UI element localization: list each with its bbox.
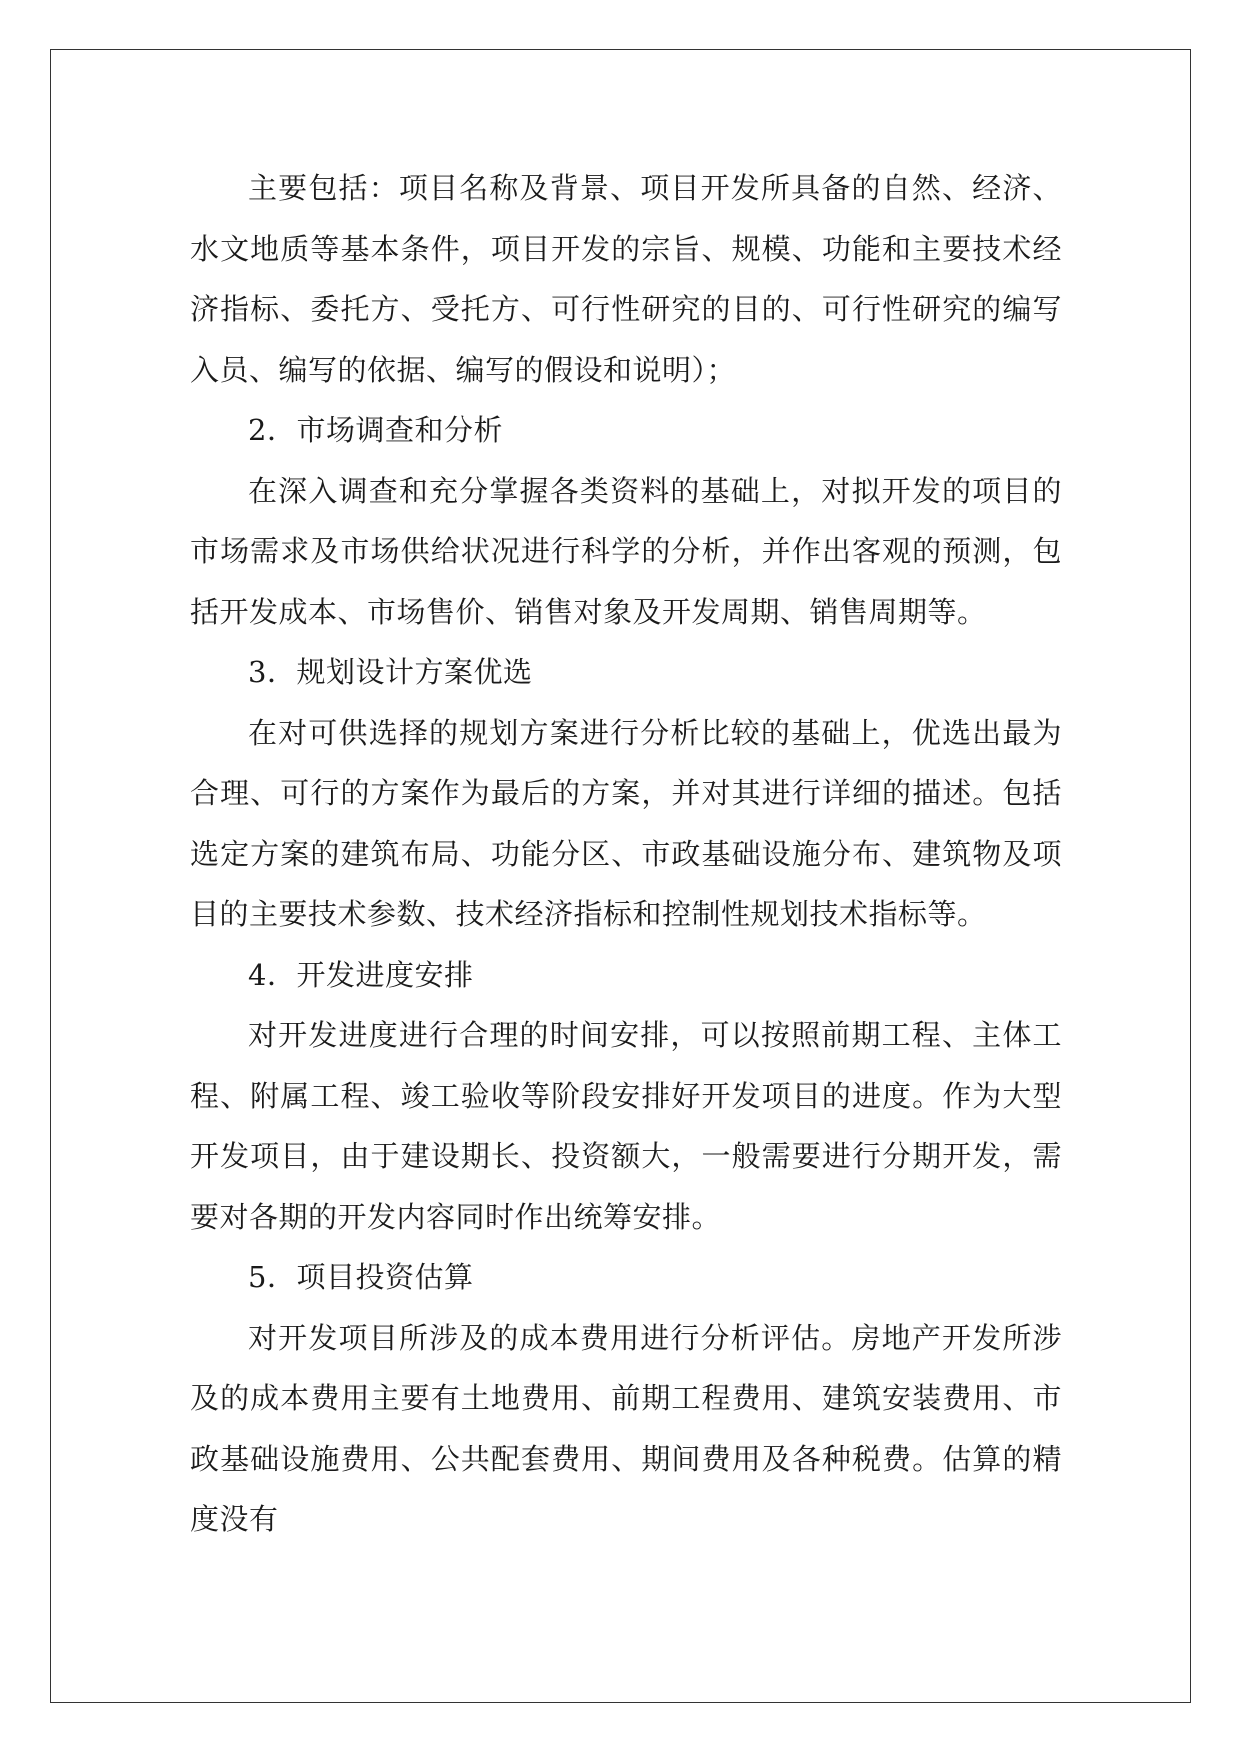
section-2-heading: 2．市场调查和分析 (248, 413, 503, 447)
section-2-paragraph: 在深入调查和充分掌握各类资料的基础上，对拟开发的项目的市场需求及市场供给状况进行科学的分析，并作出客观的预测，包括开发成本、市场售价、销售对象及开发周期、销售周期等。 (190, 473, 1062, 629)
section-3-paragraph: 在对可供选择的规划方案进行分析比较的基础上，优选出最为合理、可行的方案作为最后的方案，并对其进行详细的描述。包括选定方案的建筑布局、功能分区、市政基础设施分布、建筑物及项目的主要技术参数、技术经济指标和控制性规划技术指标等。 (190, 715, 1062, 931)
section-4-paragraph: 对开发进度进行合理的时间安排，可以按照前期工程、主体工程、附属工程、竣工验收等阶段安排好开发项目的进度。作为大型开发项目，由于建设期长、投资额大，一般需要进行分期开发，需要对各期的开发内容同时作出统筹安排。 (190, 1018, 1062, 1234)
section-3-heading: 3．规划设计方案优选 (248, 655, 533, 689)
intro-paragraph: 主要包括：项目名称及背景、项目开发所具备的自然、经济、水文地质等基本条件，项目开发的宗旨、规模、功能和主要技术经济指标、委托方、受托方、可行性研究的目的、可行性研究的编写入员、编写的依据、编写的假设和说明）； (190, 171, 1062, 387)
section-5-heading: 5．项目投资估算 (248, 1260, 474, 1294)
section-5-paragraph: 对开发项目所涉及的成本费用进行分析评估。房地产开发所涉及的成本费用主要有土地费用、前期工程费用、建筑安装费用、市政基础设施费用、公共配套费用、期间费用及各种税费。估算的精度没有 (190, 1320, 1062, 1536)
section-4-heading: 4．开发进度安排 (248, 957, 474, 992)
document-body (190, 158, 1062, 1550)
